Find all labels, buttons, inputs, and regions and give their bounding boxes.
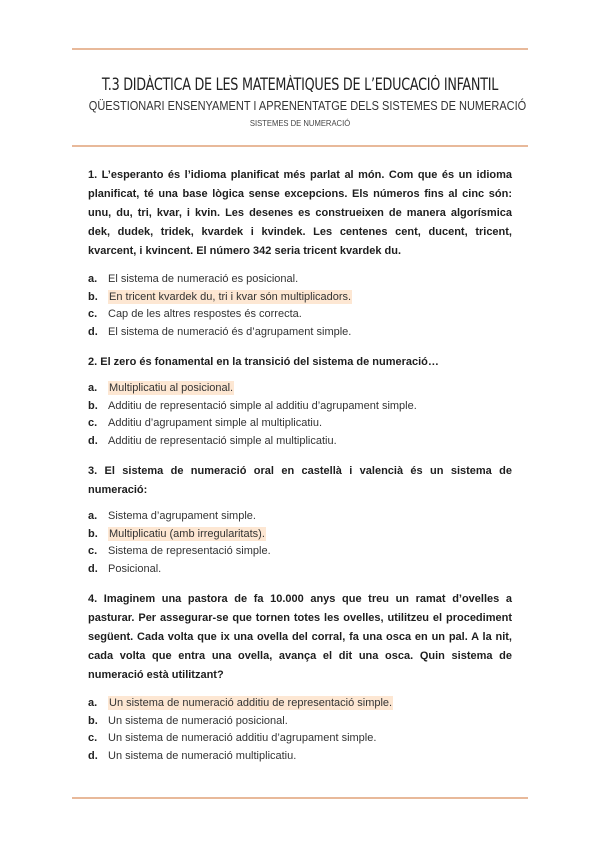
option-letter: d. [88,434,98,447]
highlighted-answer: Un sistema de numeració additiu de representació simple. [109,697,393,709]
question-1-option-d[interactable] [88,324,512,342]
option-text: Additiu de representació simple al multiplicatiu. [108,434,337,447]
highlighted-answer: En tricent kvardek du, tri i kvar són multiplicadors. [109,290,352,303]
option-text: Sistema de representació simple. [108,545,271,557]
question-4-option-d[interactable] [88,748,512,766]
question-2-option-c[interactable] [88,415,512,433]
option-letter: c. [88,732,98,744]
question-1: 1. L’esperanto és l’idioma planificat més parlat al món. Com que és un idioma planificat, té una base lògica sense excepcions. Els números fins al cinc són: unu, du, tri, kvar, i kvin. Les desenes es construeixen de manera algorísmica dek, dudek, tridek, kvardek i kvindek. Les centenes cent, ducent, tricent, kvarcent, i kvincent. El número 342 seria tricent kvardek du. [88,169,512,257]
option-letter: a. [88,510,98,522]
highlighted-answer: Multiplicatiu (amb irregularitats). [109,527,265,540]
question-2-option-d[interactable] [88,433,512,451]
option-text: Un sistema de numeració posicional. [108,714,288,727]
option-text: Sistema d’agrupament simple. [108,510,256,522]
highlighted-answer: Multiplicatiu al posicional. [109,382,234,394]
option-text: Additiu d’agrupament simple al multiplicatiu. [108,417,322,429]
question-3-option-b[interactable] [88,526,512,544]
option-letter: d. [88,749,98,762]
option-text: El sistema de numeració és d’agrupament simple. [108,325,352,338]
option-text: Posicional. [108,562,162,575]
question-3: 3. El sistema de numeració oral en castellà i valencià és un sistema de numeració: [88,465,512,496]
option-letter: a. [88,382,98,394]
option-text: Cap de les altres respostes és correcta. [108,308,302,320]
option-letter: b. [88,714,98,727]
document-topic: SISTEMES DE NUMERACIÓ [249,118,351,128]
question-1-options [88,271,512,341]
option-text: El sistema de numeració es posicional. [108,273,299,285]
question-1-option-a[interactable] [88,271,512,289]
questionnaire [88,166,512,777]
header-divider [72,145,528,147]
question-2-option-a[interactable] [88,380,512,398]
question-3-option-d[interactable] [88,561,512,579]
document-subtitle: QÜESTIONARI ENSENYAMENT I APRENENTATGE DELS SISTEMES DE NUMERACIÓ [88,99,527,113]
question-2-option-b[interactable] [88,398,512,416]
option-letter: a. [88,273,98,285]
option-text: Additiu de representació simple al additiu d’agrupament simple. [108,399,417,412]
option-letter: c. [88,545,98,557]
option-letter: c. [88,417,98,429]
option-letter: d. [88,325,98,338]
bottom-divider [72,797,528,799]
question-4-options [88,695,512,765]
option-text: Un sistema de numeració multiplicatiu. [108,749,297,762]
option-letter: d. [88,562,98,575]
option-letter: b. [88,527,98,540]
question-3-option-c[interactable] [88,543,512,561]
document-header [60,75,540,128]
top-divider [72,48,528,50]
question-4-option-a[interactable] [88,695,512,713]
question-1-option-c[interactable] [88,306,512,324]
question-2-options [88,380,512,450]
question-2: 2. El zero és fonamental en la transició del sistema de numeració… [88,356,439,368]
question-4-option-b[interactable] [88,713,512,731]
question-1-option-b[interactable] [88,289,512,307]
option-text: Un sistema de numeració additiu d’agrupament simple. [108,732,377,744]
document-title: T.3 DIDÀCTICA DE LES MATEMÀTIQUES DE L’EDUCACIÓ INFANTIL [101,75,499,94]
option-letter: c. [88,308,98,320]
option-letter: b. [88,399,98,412]
question-3-option-a[interactable] [88,508,512,526]
question-3-options [88,508,512,578]
question-4-option-c[interactable] [88,730,512,748]
option-letter: a. [88,697,98,709]
option-letter: b. [88,290,98,303]
question-4: 4. Imaginem una pastora de fa 10.000 anys que treu un ramat d’ovelles a pasturar. Per assegurar-se que tornen totes les ovelles, utilitzeu el procediment següent. Cada volta que ix una ovella del corral, fa una osca en un pal. A la nit, cada volta que entra una ovella, avança el dit una osca. Quin sistema de numeració està utilitzant? [88,593,512,681]
